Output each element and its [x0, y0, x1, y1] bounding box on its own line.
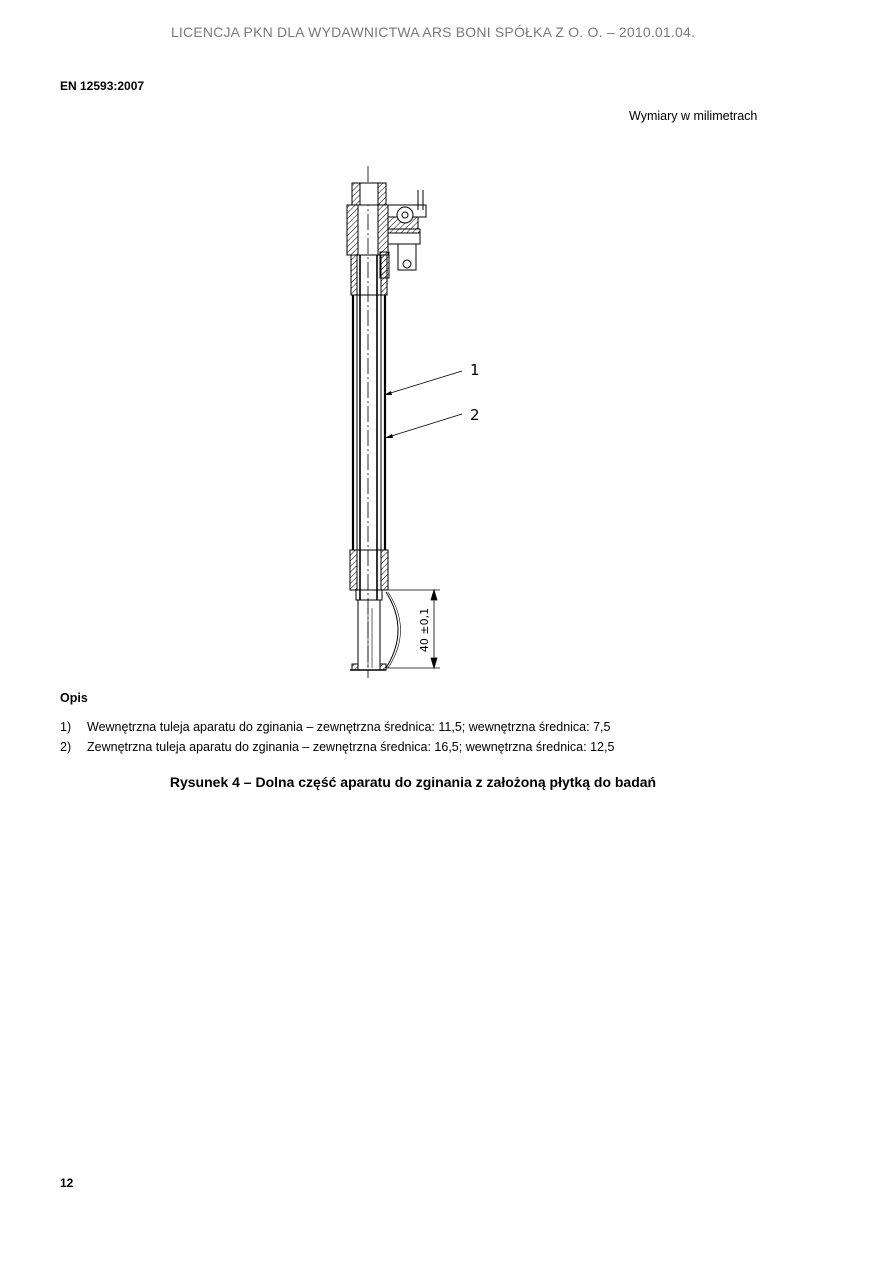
legend-item	[60, 720, 610, 734]
inner-sleeve	[360, 255, 377, 600]
legend-item-text: Wewnętrzna tuleja aparatu do zginania – zewnętrzna średnica: 11,5; wewnętrzna średnica: 7,5	[87, 720, 611, 734]
technical-drawing	[300, 160, 520, 680]
legend-item-number: 2)	[60, 740, 72, 754]
legend-heading: Opis	[60, 691, 88, 705]
dimension-label: 40 ±0,1	[418, 607, 431, 653]
units-note: Wymiary w milimetrach	[629, 109, 758, 123]
legend-item-number: 1)	[60, 720, 72, 734]
figure-caption: Rysunek 4 – Dolna część aparatu do zginania z założoną płytką do badań	[169, 774, 657, 790]
test-plate-arc	[386, 592, 398, 668]
legend-item	[60, 740, 614, 754]
outer-sleeve	[353, 295, 385, 550]
bottom-collar	[350, 550, 388, 590]
callout-leaders	[384, 371, 462, 438]
page-number: 12	[60, 1176, 74, 1190]
callout-2: 2	[470, 406, 480, 424]
legend-item-text: Zewnętrzna tuleja aparatu do zginania – zewnętrzna średnica: 16,5; wewnętrzna średnica: 12,5	[87, 740, 615, 754]
callout-1: 1	[470, 361, 480, 379]
dimension-40	[386, 590, 440, 668]
license-header: LICENCJA PKN DLA WYDAWNICTWA ARS BONI SPÓŁKA Z O. O. – 2010.01.04.	[170, 24, 696, 40]
document-id: EN 12593:2007	[60, 79, 145, 93]
